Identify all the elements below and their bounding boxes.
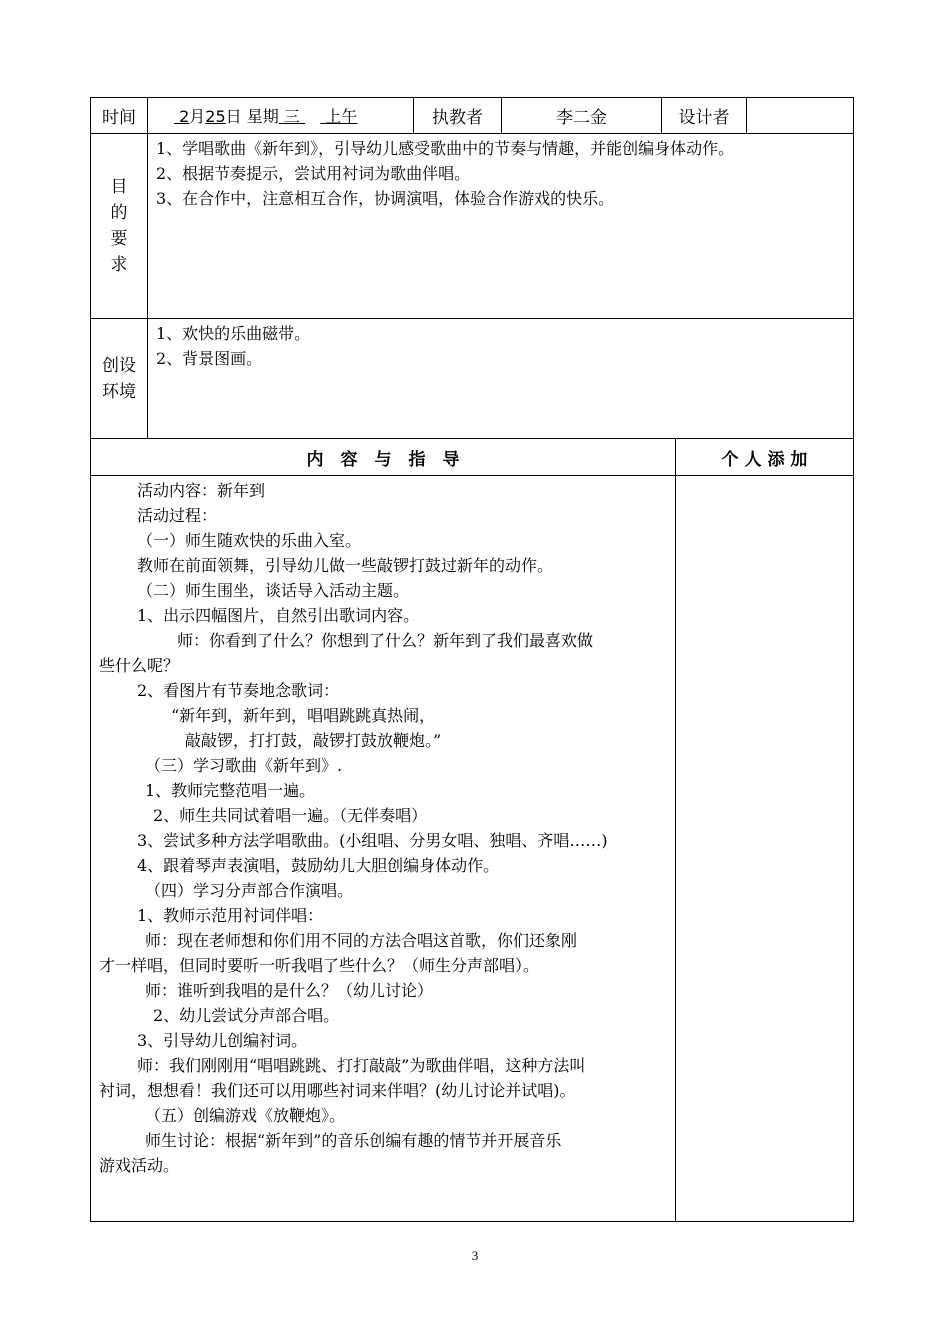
page-number: 3: [471, 1248, 479, 1263]
content-line: 活动内容：新年到: [137, 481, 266, 500]
goal-item: 1、学唱歌曲《新年到》，引导幼儿感受歌曲中的节奏与情趣，并能创编身体动作。: [156, 139, 735, 158]
goal-item: 3、在合作中，注意相互合作，协调演唱，体验合作游戏的快乐。: [156, 189, 615, 208]
content-line: 3、尝试多种方法学唱歌曲。(小组唱、分男女唱、独唱、齐唱……): [137, 831, 608, 850]
environment-list: [148, 319, 854, 439]
content-line: 游戏活动。: [99, 1156, 180, 1175]
goals-row: [91, 134, 854, 319]
period: 上午: [325, 107, 358, 126]
content-line: “新年到，新年到，唱唱跳跳真热闹，: [171, 706, 436, 725]
content-line: 些什么呢？: [99, 656, 180, 675]
content-title: 内 容 与 指 导: [91, 439, 676, 476]
content-line: （二）师生围坐，谈话导入活动主题。: [137, 581, 410, 600]
content-line: 3、引导幼儿创编衬词。: [137, 1031, 308, 1050]
goal-item: 2、根据节奏提示，尝试用衬词为歌曲伴唱。: [156, 164, 471, 183]
content-line: 师：谁听到我唱的是什么？（幼儿讨论）: [145, 981, 434, 1000]
content-line: 4、跟着琴声表演唱，鼓励幼儿大胆创编身体动作。: [137, 856, 500, 875]
date-month: 2: [179, 107, 190, 126]
time-label: 时间: [91, 98, 148, 134]
lesson-plan-table: [90, 97, 854, 1222]
content-line: 师生讨论：根据“新年到”的音乐创编有趣的情节并开展音乐: [145, 1131, 562, 1150]
content-line: （四）学习分声部合作演唱。: [145, 881, 354, 900]
environment-item: 1、欢快的乐曲磁带。: [156, 324, 311, 343]
content-line: 2、看图片有节奏地念歌词：: [137, 681, 340, 700]
weekday-label: 星期: [246, 107, 279, 126]
goals-list: [148, 134, 854, 319]
content-body: [91, 476, 676, 1222]
personal-notes: [676, 476, 854, 1222]
environment-row: [91, 319, 854, 439]
goals-label: 目 的 要 求: [91, 134, 148, 319]
content-line: 师：你看到了什么？你想到了什么？新年到了我们最喜欢做: [177, 631, 594, 650]
date-day-unit: 日: [225, 107, 242, 126]
content-line: 活动过程：: [137, 506, 218, 525]
content-line: 衬词，想想看！我们还可以用哪些衬词来伴唱？(幼儿讨论并试唱)。: [99, 1081, 576, 1100]
content-line: 2、幼儿尝试分声部合唱。: [153, 1006, 340, 1025]
content-line: 才一样唱，但同时要听一听我唱了些什么？（师生分声部唱）。: [99, 956, 540, 975]
lesson-plan-sheet: [90, 97, 853, 1222]
header-row: [91, 98, 854, 134]
designer-name: [747, 98, 854, 134]
content-line: 师：我们刚刚用“唱唱跳跳、打打敲敲”为歌曲伴唱，这种方法叫: [137, 1056, 586, 1075]
content-row: [91, 476, 854, 1222]
environment-label: 创设 环境: [91, 319, 148, 439]
personal-title: 个 人 添 加: [676, 439, 854, 476]
environment-item: 2、背景图画。: [156, 349, 263, 368]
date-day: 25: [205, 107, 226, 126]
content-line: （三）学习歌曲《新年到》.: [145, 756, 343, 775]
content-line: 师：现在老师想和你们用不同的方法合唱这首歌，你们还象刚: [145, 931, 578, 950]
date-month-unit: 月: [189, 107, 206, 126]
content-line: 2、师生共同试着唱一遍。（无伴奏唱）: [153, 806, 428, 825]
content-line: 1、出示四幅图片，自然引出歌词内容。: [137, 606, 420, 625]
designer-label: 设计者: [662, 98, 747, 134]
teacher-label: 执教者: [414, 98, 502, 134]
date-cell: [148, 98, 414, 134]
weekday-value: 三: [283, 107, 300, 126]
content-lines: [91, 478, 675, 1178]
teacher-name: 李二金: [502, 98, 662, 134]
content-line: 教师在前面领舞，引导幼儿做一些敲锣打鼓过新年的动作。: [137, 556, 554, 575]
content-line: 敲敲锣，打打鼓，敲锣打鼓放鞭炮。”: [185, 731, 442, 750]
content-line: （五）创编游戏《放鞭炮》。: [145, 1106, 346, 1125]
content-line: 1、教师示范用衬词伴唱：: [137, 906, 324, 925]
content-line: （一）师生随欢快的乐曲入室。: [137, 531, 362, 550]
content-line: 1、教师完整范唱一遍。: [145, 781, 316, 800]
section-title-row: [91, 439, 854, 476]
